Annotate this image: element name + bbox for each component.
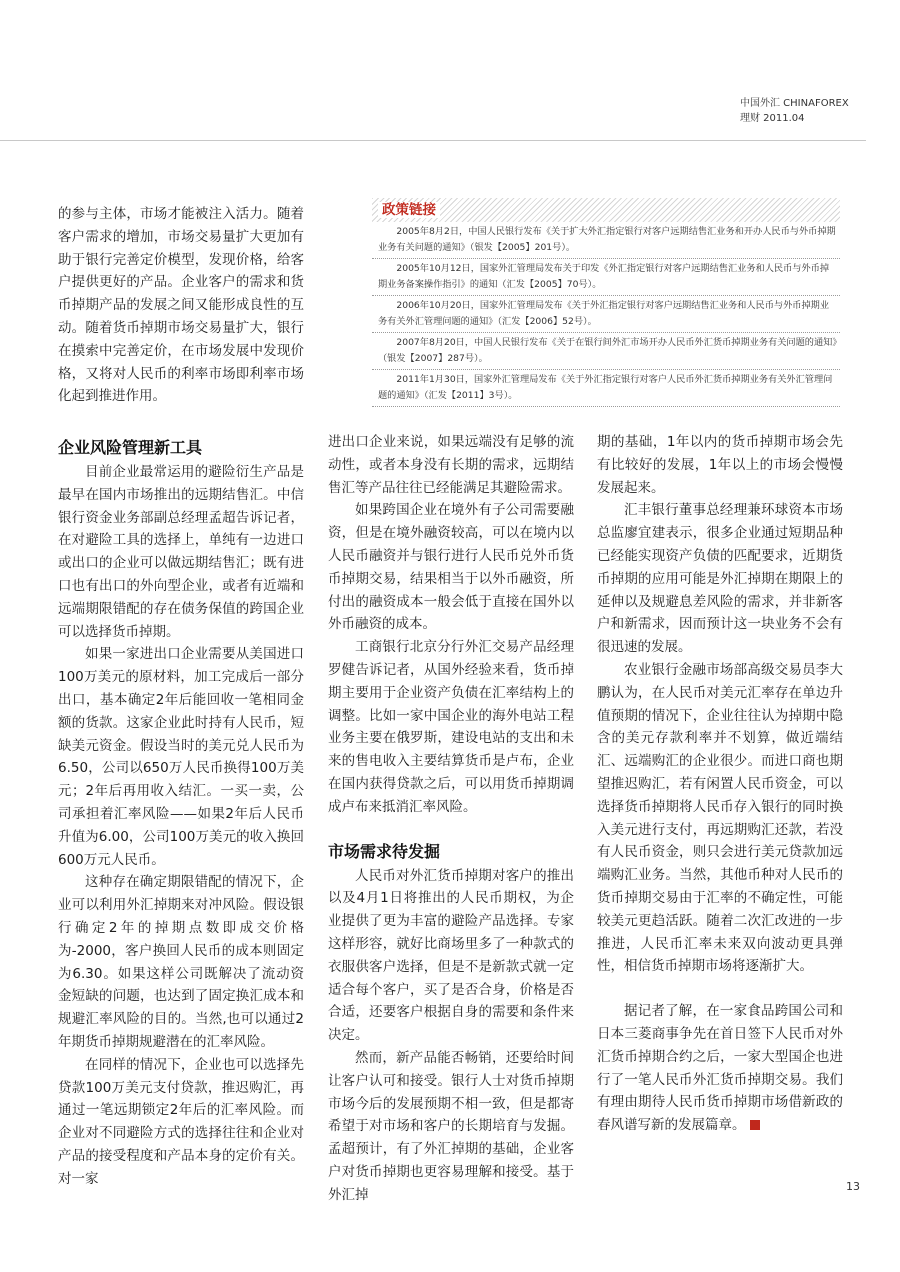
column-3 xyxy=(597,431,843,1137)
page-number: 13 xyxy=(846,1180,860,1193)
section-heading-market-demand: 市场需求待发掘 xyxy=(328,841,441,861)
paragraph: 在同样的情况下，企业也可以选择先贷款100万美元支付贷款，推迟购汇，再通过一笔远期锁定2年后的汇率风险。而企业对不同避险方式的选择往往和企业对产品的接受程度和产品本身的定价有关。对一家 xyxy=(58,1056,304,1187)
section-heading-risk-tools: 企业风险管理新工具 xyxy=(58,438,203,457)
paragraph: 汇丰银行董事总经理兼环球资本市场总监廖宜建表示，很多企业通过短期品种已经能实现资产负债的匹配要求，近期货币掉期的应用可能是外汇掉期在期限上的延伸以及规避息差风险的需求，并非新客户和新需求，因而预计这一块业务不会有很迅速的发展。 xyxy=(597,502,843,656)
closing-paragraph: 据记者了解，在一家食品跨国公司和日本三菱商事争先在首日签下人民币对外汇货币掉期合约之后，一家大型国企也进行了一笔人民币外汇货币掉期交易。我们有理由期待人民币货币掉期市场借新政的春风谱写新的发展篇章。 xyxy=(597,1003,843,1134)
policy-item: 2006年10月20日，国家外汇管理局发布《关于外汇指定银行对客户远期结售汇业务和人民币与外币掉期业务有关外汇管理问题的通知》（汇发【2006】52号）。 xyxy=(372,296,840,333)
paragraph: 人民币对外汇货币掉期对客户的推出以及4月1日将推出的人民币期权，为企业提供了更为丰富的避险产品选择。专家这样形容，就好比商场里多了一种款式的衣服供客户选择，但是不是新款式就一定适合每个客户，买了是否合身，价格是否合适，还要客户根据自身的需要和条件来决定。 xyxy=(328,867,574,1044)
end-of-article-mark xyxy=(750,1120,760,1130)
paragraph: 工商银行北京分行外汇交易产品经理罗健告诉记者，从国外经验来看，货币掉期主要用于企业资产负债在汇率结构上的调整。比如一家中国企业的海外电站工程业务主要在俄罗斯，建设电站的支出和未来的售电收入主要结算货币是卢布，企业在国内获得贷款之后，可以用货币掉期调成卢布来抵消汇率风险。 xyxy=(328,639,574,815)
paragraph: 如果跨国企业在境外有子公司需要融资，但是在境外融资较高，可以在境内以人民币融资并与银行进行人民币兑外币货币掉期交易，结果相当于以外币融资，所付出的融资成本一般会低于直接在国外以外币融资的成本。 xyxy=(328,502,574,633)
intro-text xyxy=(58,203,304,408)
paragraph: 进出口企业来说，如果远端没有足够的流动性，或者本身没有长期的需求，远期结售汇等产品往往已经能满足其避险需求。 xyxy=(328,434,574,496)
header-rule xyxy=(0,140,866,141)
paragraph: 目前企业最常运用的避险衍生产品是最早在国内市场推出的远期结售汇。中信银行资金业务部副总经理孟超告诉记者，在对避险工具的选择上，单纯有一边进口或出口的企业可以做远期结售汇；既有进口也有出口的外向型企业，或者有近端和远端期限错配的存在债务保值的跨国企业可以选择货币掉期。 xyxy=(58,464,304,640)
paragraph: 期的基础，1年以内的货币掉期市场会先有比较好的发展，1年以上的市场会慢慢发展起来。 xyxy=(597,434,843,496)
column-1 xyxy=(58,435,304,1191)
policy-title: 政策链接 xyxy=(372,198,840,222)
policy-item: 2005年10月12日，国家外汇管理局发布关于印发《外汇指定银行对客户远期结售汇业务和人民币与外币掉期业务备案操作指引》的通知（汇发【2005】70号）。 xyxy=(372,259,840,296)
running-header xyxy=(740,96,870,126)
policy-item: 2005年8月2日，中国人民银行发布《关于扩大外汇指定银行对客户远期结售汇业务和开办人民币与外币掉期业务有关问题的通知》（银发【2005】201号）。 xyxy=(372,222,840,259)
header-issue: 理财 2011.04 xyxy=(740,113,805,124)
intro-paragraph: 的参与主体，市场才能被注入活力。随着客户需求的增加，市场交易量扩大更加有助于银行完善定价模型，发现价格，给客户提供更好的产品。企业客户的需求和货币掉期产品的发展之间又能形成良性的互动。随着货币掉期市场交易量扩大，银行在摸索中完善定价，在市场发展中发现价格，又将对人民币的利率市场即利率市场化起到推进作用。 xyxy=(58,206,304,405)
policy-item: 2011年1月30日，国家外汇管理局发布《关于外汇指定银行对客户人民币外汇货币掉期业务有关外汇管理问题的通知》（汇发【2011】3号）。 xyxy=(372,370,840,407)
policy-box xyxy=(372,198,840,407)
policy-list xyxy=(372,222,840,407)
paragraph: 农业银行金融市场部高级交易员李大鹏认为，在人民币对美元汇率存在单边升值预期的情况下，企业往往认为掉期中隐含的美元存款利率并不划算，做近端结汇、远端购汇的企业很少。而进口商也期望推迟购汇，若有闲置人民币资金，可以选择货币掉期将人民币存入银行的同时换入美元进行支付，再远期购汇还款，若没有人民币资金，则只会进行美元贷款加远端购汇业务。当然，其他币种对人民币的货币掉期交易由于汇率的不确定性，可能较美元更趋活跃。随着二次汇改进的一步推进，人民币汇率未来双向波动更具弹性，相信货币掉期市场将逐渐扩大。 xyxy=(597,661,843,975)
paragraph: 然而，新产品能否畅销，还要给时间让客户认可和接受。银行人士对货币掉期市场今后的发展预期不相一致，但是都寄希望于对市场和客户的长期培育与发掘。孟超预计，有了外汇掉期的基础，企业客户对货币掉期也更容易理解和接受。基于外汇掉 xyxy=(328,1049,574,1203)
policy-item: 2007年8月20日，中国人民银行发布《关于在银行间外汇市场开办人民币外汇货币掉期业务有关问题的通知》（银发【2007】287号）。 xyxy=(372,333,840,370)
paragraph: 这种存在确定期限错配的情况下，企业可以利用外汇掉期来对冲风险。假设银行确定2年的掉期点数即成交价格为-2000，客户换回人民币的成本则固定为6.30。如果这样公司既解决了流动资金短缺的问题，也达到了固定换汇成本和规避汇率风险的目的。当然,也可以通过2年期货币掉期规避潜在的汇率风险。 xyxy=(58,874,304,1050)
paragraph: 如果一家进出口企业需要从美国进口100万美元的原材料，加工完成后一部分出口，基本确定2年后能回收一笔相同金额的货款。这家企业此时持有人民币，短缺美元资金。假设当时的美元兑人民币为6.50，公司以650万人民币换得100万美元；2年后再用收入结汇。一买一卖，公司承担着汇率风险——如果2年后人民币升值为6.00，公司100万美元的收入换回600万元人民币。 xyxy=(58,646,304,868)
header-magazine: 中国外汇 CHINAFOREX xyxy=(740,98,849,109)
column-2 xyxy=(328,431,574,1207)
